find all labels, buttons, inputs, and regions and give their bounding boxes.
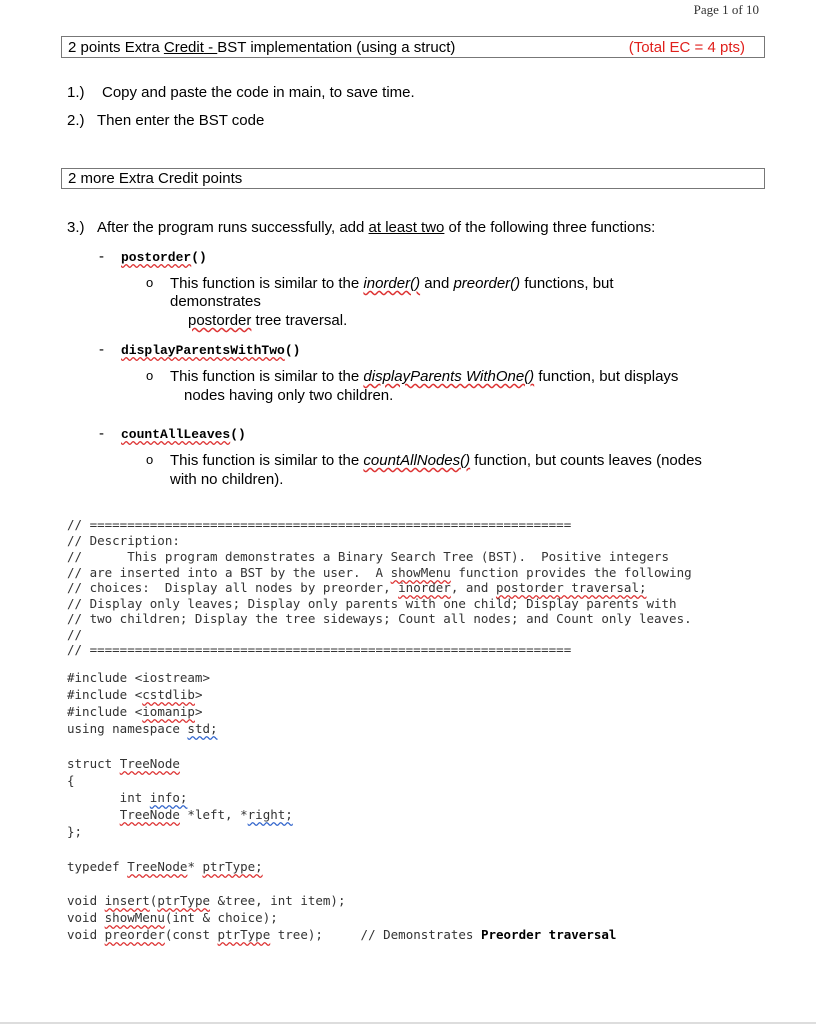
code-l14b: TreeNode: [119, 756, 180, 771]
code-l22d: ptrType: [217, 927, 271, 942]
code-l21b: showMenu: [104, 910, 165, 925]
code-l22f: Preorder traversal: [480, 927, 617, 942]
code-l11a: #include <: [67, 687, 143, 702]
code-l12b: iomanip: [142, 704, 195, 719]
header-prefix: 2 points Extra: [68, 39, 164, 56]
f2-name-text: displayParentsWithTwo: [121, 343, 285, 358]
f1-line1-d: preorder(): [453, 275, 521, 292]
code-l19b: TreeNode: [127, 859, 188, 874]
code-line-10: #include <iostream>: [67, 670, 210, 685]
code-l17d: right;: [247, 807, 293, 822]
code-l20a: void: [67, 893, 105, 908]
code-l22e: tree); // Demonstrates: [270, 927, 481, 942]
f1-name: [121, 250, 207, 265]
f1-line1-e: functions, but: [520, 275, 614, 292]
header-dash: -: [203, 39, 218, 56]
code-l5b: inorder: [398, 580, 451, 595]
code-l17b: TreeNode: [119, 807, 180, 822]
code-l21c: (int & choice);: [164, 910, 278, 925]
more-extra-credit-box: [61, 168, 765, 189]
f2-line1-c: function, but displays: [534, 368, 679, 385]
code-line-13: [67, 721, 218, 736]
f3-name-text: countAllLeaves: [121, 427, 231, 442]
code-l19a: typedef: [67, 859, 128, 874]
header-total: (Total EC = 4 pts): [628, 39, 745, 56]
code-l22a: void: [67, 927, 105, 942]
f3-parens: (): [230, 427, 246, 442]
f2-dash: -: [99, 341, 104, 358]
code-line-4: [67, 565, 692, 580]
code-line-19: [67, 859, 263, 874]
code-l11c: >: [194, 687, 203, 702]
f3-name: [121, 427, 246, 442]
f1-line2: demonstrates: [170, 293, 261, 310]
f1-line1-b: inorder(): [363, 275, 421, 292]
code-l20e: &tree, int item);: [210, 893, 346, 908]
code-l11b: cstdlib: [142, 687, 195, 702]
f3-dash: -: [99, 425, 104, 442]
f2-line2: nodes having only two children.: [184, 387, 394, 404]
code-line-8: //: [67, 627, 83, 642]
header-title-rest: BST implementation (using a struct): [217, 39, 456, 56]
code-l5d: postorder traversal;: [495, 580, 647, 595]
code-l16a: int: [67, 790, 150, 805]
f1-line3: [188, 312, 347, 329]
header-title: [68, 39, 455, 56]
code-line-21: [67, 910, 278, 925]
code-line-15: {: [67, 773, 75, 788]
code-line-20: [67, 893, 345, 908]
step-2-text: Then enter the BST code: [97, 112, 265, 129]
code-l4a: // are inserted into a BST by the user. A: [67, 565, 391, 580]
f2-parens: (): [284, 343, 301, 358]
step-2-number: 2.): [67, 112, 85, 129]
code-l21a: void: [67, 910, 105, 925]
f3-line1-b: countAllNodes(): [363, 452, 471, 469]
f1-line1-a: This function is similar to the: [170, 275, 364, 292]
code-l17a: [67, 807, 120, 822]
code-l5c: , and: [450, 580, 496, 595]
header-credit: Credit: [163, 39, 204, 56]
code-line-14: [67, 756, 180, 771]
code-line-17: [67, 807, 293, 822]
f1-parens: (): [191, 250, 207, 265]
code-l12a: #include <: [67, 704, 143, 719]
code-line-16: [67, 790, 187, 805]
code-l13a: using namespace: [67, 721, 188, 736]
step-3-text: [97, 219, 655, 236]
step-3-before: After the program runs successfully, add: [97, 219, 369, 236]
code-line-9: // ================================================================: [67, 642, 572, 657]
code-line-11: [67, 687, 202, 702]
f2-name: [121, 343, 300, 358]
page-number: Page 1 of 10: [693, 2, 759, 17]
f1-line3-a: postorder: [188, 312, 252, 329]
f1-dash: -: [99, 248, 104, 265]
f1-bullet: o: [146, 275, 154, 290]
code-l4c: function provides the following: [450, 565, 692, 580]
code-l12c: >: [194, 704, 203, 719]
step-3-underline: at least two: [368, 219, 445, 236]
f3-line1-c: function, but counts leaves (nodes: [470, 452, 702, 469]
f2-line1-a: This function is similar to the: [170, 368, 364, 385]
step-1-number: 1.): [67, 84, 85, 101]
code-line-5: [67, 580, 647, 595]
step-3-number: 3.): [67, 219, 85, 236]
code-l14a: struct: [67, 756, 120, 771]
code-l19d: ptrType;: [202, 859, 263, 874]
code-line-1: // ================================================================: [67, 517, 572, 532]
code-l4b: showMenu: [390, 565, 451, 580]
code-line-22: [67, 927, 616, 942]
code-l13b: std;: [187, 721, 218, 736]
code-l22b: preorder: [104, 927, 165, 942]
code-line-7: // two children; Display the tree sideways; Count all nodes; and Count only leaves.: [67, 611, 692, 626]
f3-line1-a: This function is similar to the: [170, 452, 364, 469]
code-l16b: info;: [149, 790, 188, 805]
f1-name-text: postorder: [121, 250, 192, 265]
code-l19c: *: [187, 859, 203, 874]
step-1-text: Copy and paste the code in main, to save time.: [102, 84, 415, 101]
f1-line3-b: tree traversal.: [251, 312, 348, 329]
code-l20b: insert: [104, 893, 150, 908]
code-line-18: };: [67, 824, 83, 839]
step-3-after: of the following three functions:: [444, 219, 656, 236]
code-l17c: *left, *: [179, 807, 248, 822]
f1-line1: [170, 275, 614, 292]
more-extra-credit-title: 2 more Extra Credit points: [68, 170, 243, 187]
f2-line1-b: displayParents WithOne(): [363, 368, 535, 385]
code-line-12: [67, 704, 202, 719]
extra-credit-header-box: [61, 36, 765, 58]
code-line-2: // Description:: [67, 533, 180, 548]
code-l5a: // choices: Display all nodes by preorder,: [67, 580, 399, 595]
f3-line1: [170, 452, 702, 469]
f2-bullet: o: [146, 368, 154, 383]
f2-line1: [170, 368, 678, 385]
code-l20c: (: [149, 893, 158, 908]
f1-line1-c: and: [420, 275, 454, 292]
code-line-6: // Display only leaves; Display only parents with one child; Display parents with: [67, 596, 677, 611]
code-line-3: // This program demonstrates a Binary Search Tree (BST). Positive integers: [67, 549, 670, 564]
code-l22c: (const: [164, 927, 218, 942]
code-l20d: ptrType: [157, 893, 211, 908]
f3-bullet: o: [146, 452, 154, 467]
f3-line2: with no children).: [170, 471, 284, 488]
